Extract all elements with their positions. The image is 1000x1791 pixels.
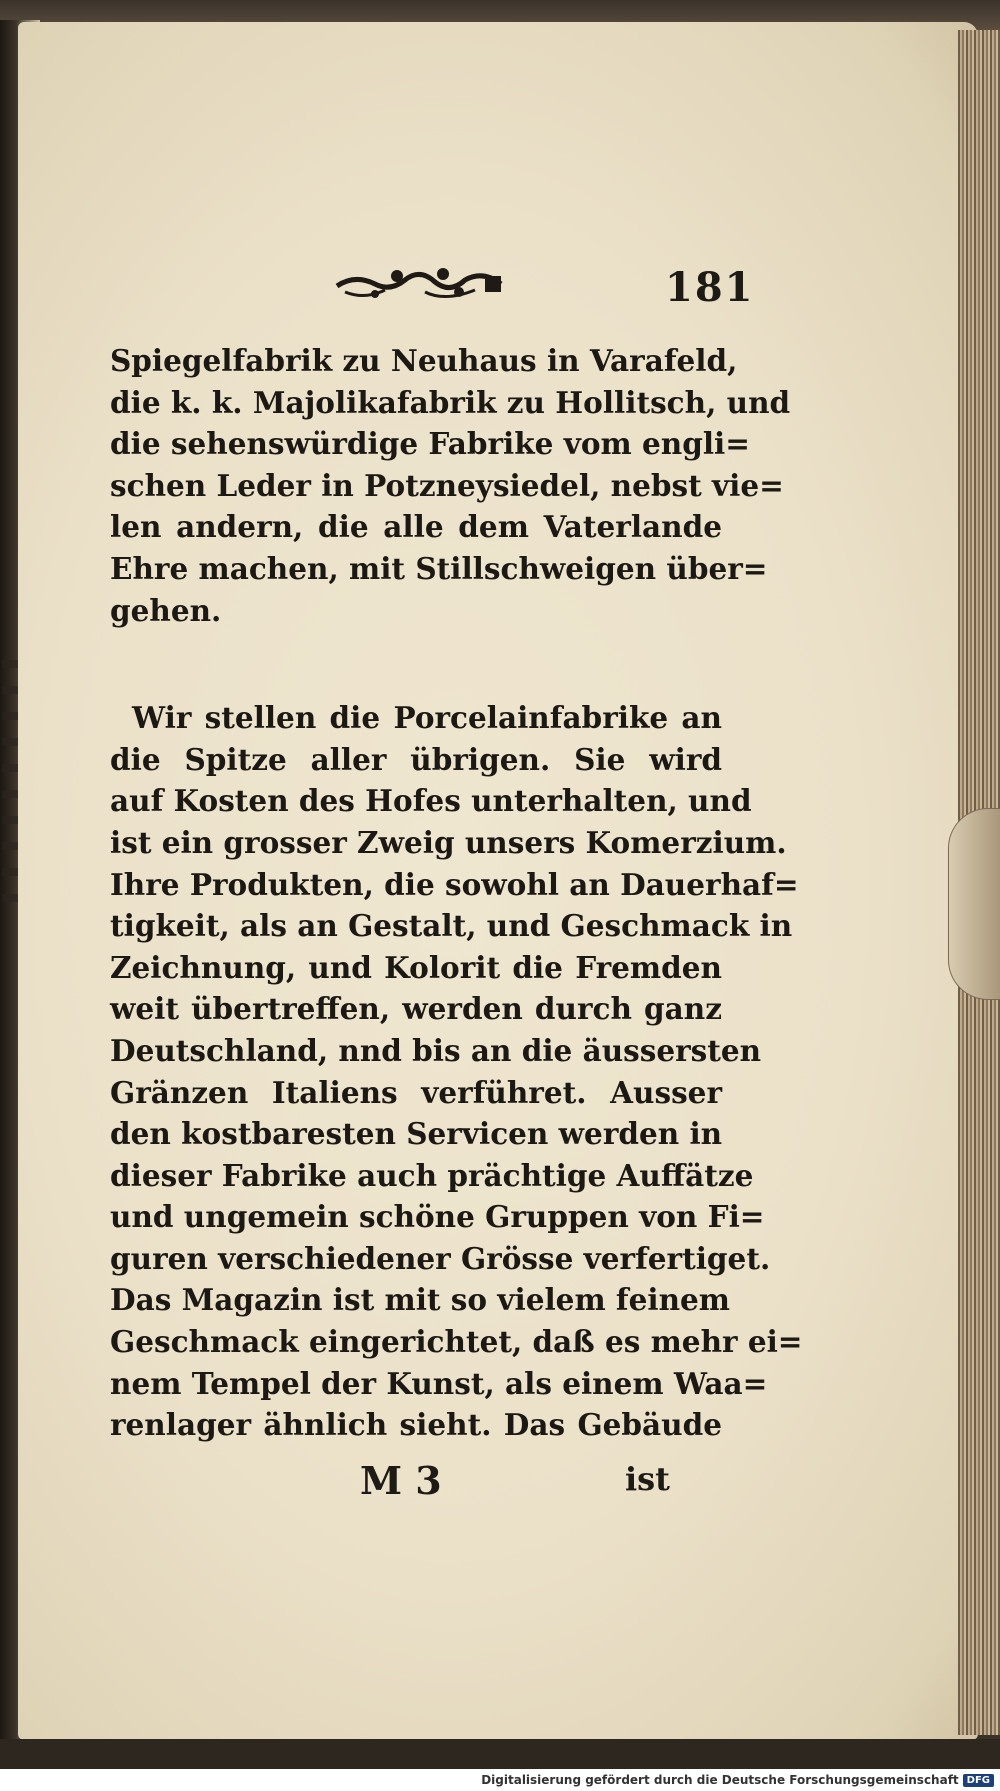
signature-mark: M 3: [360, 1458, 442, 1503]
text-line: Das Magazin ist mit so vielem feinem: [110, 1282, 731, 1318]
text-line: Wir stellen die Porcelainfabrike an: [132, 700, 722, 736]
text-line: Geschmack eingerichtet, daß es mehr ei=: [110, 1324, 803, 1360]
text-line: guren verschiedener Grösse verfertiget.: [110, 1240, 771, 1276]
text-line: weit übertreffen, werden durch ganz: [110, 991, 722, 1027]
printers-ornament: [335, 262, 505, 304]
text-line: Ehre machen, mit Stillschweigen über=: [110, 550, 768, 586]
text-line: auf Kosten des Hofes unterhalten, und: [110, 783, 752, 819]
text-line: nem Tempel der Kunst, als einem Waa=: [110, 1365, 768, 1401]
paragraph-2: [110, 697, 803, 1446]
text-line: Ihre Produkten, die sowohl an Dauerhaf=: [110, 866, 799, 902]
text-line: die k. k. Majolikafabrik zu Hollitsch, und: [110, 384, 791, 420]
text-line: den kostbaresten Servicen werden in: [110, 1116, 723, 1152]
text-line: gehen.: [110, 592, 222, 628]
text-line: len andern, die alle dem Vaterlande: [110, 509, 722, 545]
dfg-logo: DFG: [963, 1774, 994, 1787]
text-line: Zeichnung, und Kolorit die Fremden: [110, 949, 722, 985]
paragraph-1: [110, 340, 791, 631]
text-line: Deutschland, nnd bis an die äussersten: [110, 1032, 762, 1068]
page-tab-marker: [948, 808, 1000, 1000]
running-header: [335, 262, 755, 311]
catchword: ist: [625, 1460, 670, 1498]
page-number: 181: [665, 264, 755, 311]
text-line: schen Leder in Potzneysiedel, nebst vie=: [110, 467, 784, 503]
text-line: Spiegelfabrik zu Neuhaus in Varafeld,: [110, 343, 738, 378]
digitization-credit-bar: [0, 1769, 1000, 1791]
text-line: tigkeit, als an Gestalt, und Geschmack in: [110, 908, 793, 944]
text-line: die sehenswürdige Fabrike vom engli=: [110, 426, 750, 462]
text-line: Gränzen Italiens verführet. Ausser: [110, 1074, 722, 1110]
text-line: dieser Fabrike auch prächtige Auffätze: [110, 1157, 754, 1193]
digitization-credit: Digitalisierung gefördert durch die Deutsche Forschungsgemeinschaft: [481, 1773, 959, 1787]
body-text: [110, 340, 803, 1446]
text-line: und ungemein schöne Gruppen von Fi=: [110, 1199, 765, 1235]
text-line: ist ein grosser Zweig unsers Komerzium.: [110, 824, 787, 860]
text-line: renlager ähnlich sieht. Das Gebäude: [110, 1407, 722, 1443]
text-line: die Spitze aller übrigen. Sie wird: [110, 741, 722, 777]
